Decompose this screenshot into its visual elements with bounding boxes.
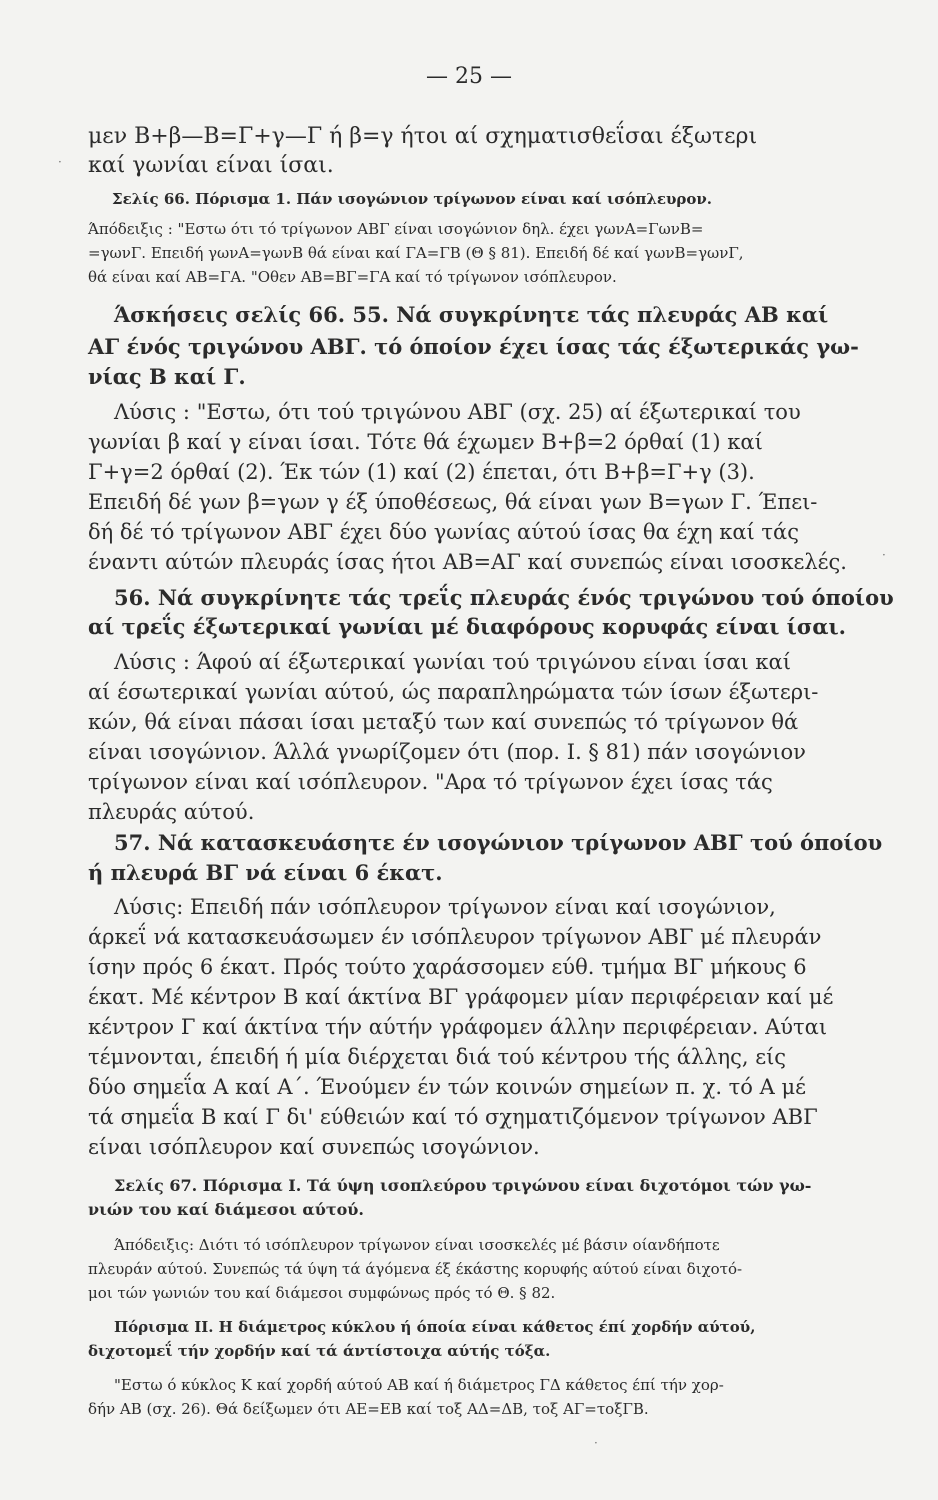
solution-line: έκατ. Μέ κέντρον Β καί άκτίνα ΒΓ γράφομεν μίαν περιφέρειαν καί μέ [88, 985, 834, 1009]
solution-line: είναι ισογώνιον. Άλλά γνωρίζομεν ότι (πορ. Ι. § 81) πάν ισογώνιον [88, 740, 806, 764]
solution-line: ίσην πρός 6 έκατ. Πρός τούτο χαράσσομεν εύθ. τμήμα ΒΓ μήκους 6 [88, 955, 807, 979]
proof-line: δήν ΑΒ (σχ. 26). Θά δείξωμεν ότι ΑΕ=ΕΒ καί τοξ ΑΔ=ΔΒ, τοξ ΑΓ=τοξΓΒ. [88, 1400, 649, 1418]
solution-line: γωνίαι β καί γ είναι ίσαι. Τότε θά έχωμεν Β+β=2 όρθαί (1) καί [88, 430, 763, 454]
page-number: — 25 — [426, 64, 512, 89]
solution-line: αί έσωτερικαί γωνίαι αύτού, ώς παραπληρώματα τών ίσων έξωτερι- [88, 680, 819, 704]
solution-line: Λύσις: Επειδή πάν ισόπλευρον τρίγωνον είναι καί ισογώνιον, [114, 895, 776, 919]
solution-line: τρίγωνον είναι καί ισόπλευρον. "Αρα τό τρίγωνον έχει ίσας τάς [88, 770, 773, 794]
print-speck: · [58, 155, 62, 169]
corollary-heading: διχοτομεΐ τήν χορδήν καί τά άντίστοιχα αύτής τόξα. [88, 1342, 551, 1360]
proof-line: πλευράν αύτού. Συνεπώς τά ύψη τά άγόμενα έξ έκάστης κορυφής αύτού είναι διχοτό- [88, 1260, 743, 1278]
exercise-heading: ή πλευρά ΒΓ νά είναι 6 έκατ. [88, 860, 443, 885]
exercise-heading: ΑΓ ένός τριγώνου ΑΒΓ. τό όποίον έχει ίσας τάς έξωτερικάς γω- [88, 334, 859, 359]
print-speck: · [882, 548, 886, 562]
corollary-heading: Πόρισμα ΙΙ. Η διάμετρος κύκλου ή όποία είναι κάθετος έπί χορδήν αύτού, [114, 1318, 756, 1336]
corollary-heading: Σελίς 66. Πόρισμα 1. Πάν ισογώνιον τρίγωνον είναι καί ισόπλευρον. [112, 190, 712, 208]
proof-line: Άπόδειξις : "Εστω ότι τό τρίγωνον ΑΒΓ είναι ισογώνιον δηλ. έχει γωνΑ=ΓωνΒ= [88, 220, 704, 238]
proof-line: =γωνΓ. Επειδή γωνΑ=γωνΒ θά είναι καί ΓΑ=ΓΒ (Θ § 81). Επειδή δέ καί γωνΒ=γωνΓ, [88, 244, 744, 262]
solution-line: έναντι αύτών πλευράς ίσας ήτοι ΑΒ=ΑΓ καί συνεπώς είναι ισοσκελές. [88, 550, 847, 574]
solution-line: είναι ισόπλευρον καί συνεπώς ισογώνιον. [88, 1135, 540, 1159]
exercise-heading: Άσκήσεις σελίς 66. 55. Νά συγκρίνητε τάς πλευράς ΑΒ καί [114, 302, 829, 327]
solution-line: κών, θά είναι πάσαι ίσαι μεταξύ των καί συνεπώς τό τρίγωνον θά [88, 710, 799, 734]
corollary-heading: νιών του καί διάμεσοι αύτού. [88, 1200, 364, 1219]
solution-line: τέμνονται, έπειδή ή μία διέρχεται διά τού κέντρου τής άλλης, είς [88, 1045, 787, 1069]
proof-line: θά είναι καί ΑΒ=ΓΑ. "Οθεν ΑΒ=ΒΓ=ΓΑ καί τό τρίγωνον ισόπλευρον. [88, 268, 617, 286]
solution-line: Επειδή δέ γων β=γων γ έξ ύποθέσεως, θά είναι γων Β=γων Γ. Έπει- [88, 490, 818, 514]
solution-line: Λύσις : Άφού αί έξωτερικαί γωνίαι τού τριγώνου είναι ίσαι καί [114, 650, 791, 674]
exercise-heading: αί τρεΐς έξωτερικαί γωνίαι μέ διαφόρους κορυφάς είναι ίσαι. [88, 614, 846, 639]
print-speck: · [594, 1436, 598, 1450]
proof-line: μοι τών γωνιών του καί διάμεσοι συμφώνως πρός τό Θ. § 82. [88, 1284, 556, 1302]
solution-line: πλευράς αύτού. [88, 800, 255, 824]
exercise-heading: νίας Β καί Γ. [88, 364, 246, 389]
proof-line: "Εστω ό κύκλος Κ καί χορδή αύτού ΑΒ καί ή διάμετρος ΓΔ κάθετος έπί τήν χορ- [114, 1376, 724, 1394]
solution-line: τά σημεΐα Β καί Γ δι' εύθειών καί τό σχηματιζόμενον τρίγωνον ΑΒΓ [88, 1105, 818, 1129]
solution-line: Λύσις : "Εστω, ότι τού τριγώνου ΑΒΓ (σχ. 25) αί έξωτερικαί του [114, 400, 801, 424]
solution-line: άρκεΐ νά κατασκευάσωμεν έν ισόπλευρον τρίγωνον ΑΒΓ μέ πλευράν [88, 925, 822, 949]
solution-line: δή δέ τό τρίγωνον ΑΒΓ έχει δύο γωνίας αύτού ίσας θα έχη καί τάς [88, 520, 799, 544]
solution-line: κέντρον Γ καί άκτίνα τήν αύτήν γράφομεν άλλην περιφέρειαν. Αύται [88, 1015, 828, 1039]
text-line: καί γωνίαι είναι ίσαι. [88, 153, 334, 178]
solution-line: Γ+γ=2 όρθαί (2). Έκ τών (1) καί (2) έπεται, ότι Β+β=Γ+γ (3). [88, 460, 755, 484]
exercise-heading: 57. Νά κατασκευάσητε έν ισογώνιον τρίγωνον ΑΒΓ τού όποίου [114, 830, 883, 855]
exercise-heading: 56. Νά συγκρίνητε τάς τρεΐς πλευράς ένός τριγώνου τού όποίου [114, 585, 894, 610]
proof-line: Άπόδειξις: Διότι τό ισόπλευρον τρίγωνον είναι ισοσκελές μέ βάσιν οίανδήποτε [114, 1236, 720, 1254]
solution-line: δύο σημεΐα Α καί Α΄. Ένούμεν έν τών κοινών σημείων π. χ. τό Α μέ [88, 1075, 806, 1099]
corollary-heading: Σελίς 67. Πόρισμα Ι. Τά ύψη ισοπλεύρου τριγώνου είναι διχοτόμοι τών γω- [114, 1176, 812, 1195]
text-line: μεν Β+β—Β=Γ+γ—Γ ή β=γ ήτοι αί σχηματισθεΐσαι έξωτερι [88, 124, 758, 149]
